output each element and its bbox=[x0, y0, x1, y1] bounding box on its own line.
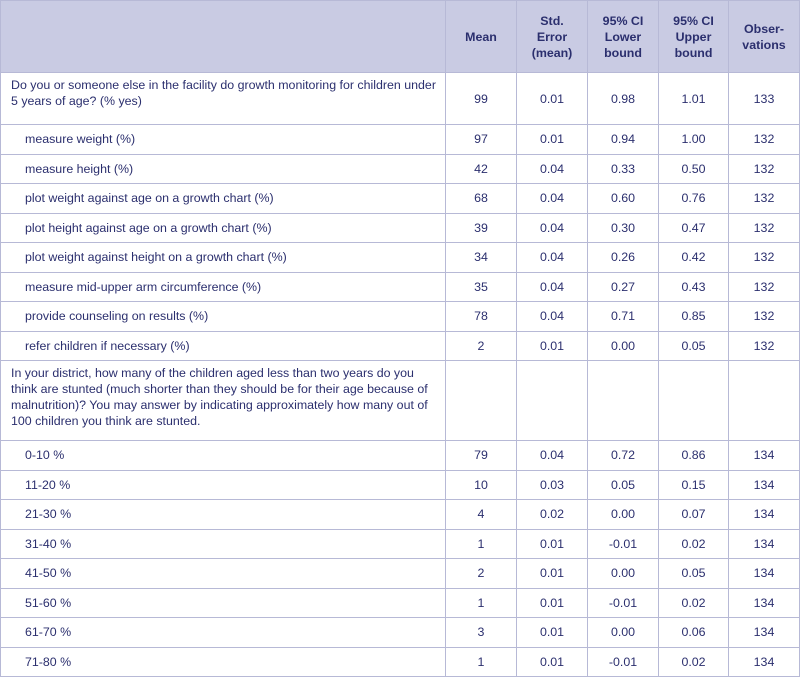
cell-observations: 134 bbox=[729, 500, 800, 530]
cell-std-error: 0.01 bbox=[517, 559, 588, 589]
cell-mean: 78 bbox=[446, 302, 517, 332]
cell-mean: 1 bbox=[446, 529, 517, 559]
cell-ci-upper: 0.05 bbox=[659, 559, 729, 589]
cell-observations: 134 bbox=[729, 559, 800, 589]
cell-std-error: 0.01 bbox=[517, 529, 588, 559]
cell-observations: 133 bbox=[729, 73, 800, 125]
cell-std-error: 0.04 bbox=[517, 184, 588, 214]
cell-ci-upper: 0.02 bbox=[659, 647, 729, 677]
header-observations-line1: Obser- bbox=[744, 21, 784, 36]
header-std-error-line2: Error bbox=[536, 29, 568, 44]
cell-mean: 1 bbox=[446, 588, 517, 618]
row-label: plot height against age on a growth chart (%) bbox=[1, 213, 446, 243]
cell-ci-lower: 0.71 bbox=[588, 302, 659, 332]
row-label: Do you or someone else in the facility do growth monitoring for children under 5 years of age? (% yes) bbox=[1, 73, 446, 125]
cell-std-error: 0.02 bbox=[517, 500, 588, 530]
table-row bbox=[1, 470, 800, 500]
row-label: 21-30 % bbox=[1, 500, 446, 530]
cell-ci-upper: 0.76 bbox=[659, 184, 729, 214]
cell-std-error: 0.01 bbox=[517, 125, 588, 155]
table-row bbox=[1, 529, 800, 559]
row-label: plot weight against height on a growth chart (%) bbox=[1, 243, 446, 273]
cell-observations bbox=[729, 361, 800, 441]
cell-observations: 132 bbox=[729, 154, 800, 184]
cell-observations: 132 bbox=[729, 243, 800, 273]
cell-ci-upper: 0.43 bbox=[659, 272, 729, 302]
row-label: 51-60 % bbox=[1, 588, 446, 618]
cell-ci-upper: 0.07 bbox=[659, 500, 729, 530]
cell-mean: 68 bbox=[446, 184, 517, 214]
table-row bbox=[1, 154, 800, 184]
row-label: 61-70 % bbox=[1, 618, 446, 648]
header-row bbox=[1, 1, 800, 73]
cell-observations: 134 bbox=[729, 618, 800, 648]
cell-observations: 132 bbox=[729, 125, 800, 155]
header-mean bbox=[446, 1, 517, 73]
cell-std-error: 0.04 bbox=[517, 272, 588, 302]
cell-mean: 35 bbox=[446, 272, 517, 302]
header-std-error-line3: (mean) bbox=[531, 45, 573, 60]
cell-ci-lower: -0.01 bbox=[588, 647, 659, 677]
cell-ci-upper: 1.00 bbox=[659, 125, 729, 155]
row-label: In your district, how many of the children aged less than two years do you think are stunted (much shorter than they should be for their age because of malnutrition)? You may answer by indicating approximately how many out of 100 children you think are stunted. bbox=[1, 361, 446, 441]
cell-ci-upper bbox=[659, 361, 729, 441]
row-label: plot weight against age on a growth chart (%) bbox=[1, 184, 446, 214]
header-ci-upper-line3: bound bbox=[674, 45, 713, 60]
cell-mean: 2 bbox=[446, 559, 517, 589]
cell-ci-lower: -0.01 bbox=[588, 529, 659, 559]
cell-std-error: 0.04 bbox=[517, 213, 588, 243]
cell-mean: 10 bbox=[446, 470, 517, 500]
cell-ci-lower: 0.98 bbox=[588, 73, 659, 125]
header-std-error-line1: Std. bbox=[540, 13, 564, 28]
cell-ci-lower: 0.00 bbox=[588, 331, 659, 361]
row-label: 11-20 % bbox=[1, 470, 446, 500]
table-row bbox=[1, 441, 800, 471]
table-row bbox=[1, 331, 800, 361]
cell-ci-lower: 0.00 bbox=[588, 559, 659, 589]
cell-ci-lower bbox=[588, 361, 659, 441]
cell-ci-upper: 0.86 bbox=[659, 441, 729, 471]
table-row bbox=[1, 500, 800, 530]
table-row bbox=[1, 588, 800, 618]
cell-observations: 134 bbox=[729, 647, 800, 677]
row-label: measure mid-upper arm circumference (%) bbox=[1, 272, 446, 302]
table-row bbox=[1, 213, 800, 243]
cell-std-error: 0.01 bbox=[517, 647, 588, 677]
cell-ci-lower: 0.72 bbox=[588, 441, 659, 471]
table-row bbox=[1, 125, 800, 155]
header-observations bbox=[729, 1, 800, 73]
cell-ci-upper: 0.05 bbox=[659, 331, 729, 361]
cell-std-error: 0.01 bbox=[517, 618, 588, 648]
cell-ci-upper: 0.02 bbox=[659, 529, 729, 559]
table-row bbox=[1, 272, 800, 302]
row-label: 71-80 % bbox=[1, 647, 446, 677]
row-label: measure weight (%) bbox=[1, 125, 446, 155]
cell-mean bbox=[446, 361, 517, 441]
cell-observations: 132 bbox=[729, 184, 800, 214]
cell-observations: 132 bbox=[729, 302, 800, 332]
row-label: 41-50 % bbox=[1, 559, 446, 589]
cell-observations: 134 bbox=[729, 470, 800, 500]
row-label: 0-10 % bbox=[1, 441, 446, 471]
cell-std-error: 0.04 bbox=[517, 243, 588, 273]
cell-ci-lower: 0.27 bbox=[588, 272, 659, 302]
cell-observations: 132 bbox=[729, 213, 800, 243]
table-row bbox=[1, 559, 800, 589]
table-row bbox=[1, 647, 800, 677]
cell-observations: 134 bbox=[729, 529, 800, 559]
header-ci-upper-line1: 95% CI bbox=[673, 13, 714, 28]
header-observations-line2: vations bbox=[742, 37, 786, 52]
cell-mean: 1 bbox=[446, 647, 517, 677]
table-row bbox=[1, 618, 800, 648]
header-ci-lower bbox=[588, 1, 659, 73]
cell-mean: 99 bbox=[446, 73, 517, 125]
table-row bbox=[1, 184, 800, 214]
cell-ci-lower: 0.00 bbox=[588, 618, 659, 648]
cell-mean: 34 bbox=[446, 243, 517, 273]
cell-mean: 97 bbox=[446, 125, 517, 155]
cell-ci-upper: 0.47 bbox=[659, 213, 729, 243]
cell-mean: 2 bbox=[446, 331, 517, 361]
cell-mean: 42 bbox=[446, 154, 517, 184]
cell-ci-lower: 0.05 bbox=[588, 470, 659, 500]
cell-mean: 79 bbox=[446, 441, 517, 471]
cell-ci-lower: -0.01 bbox=[588, 588, 659, 618]
cell-std-error: 0.01 bbox=[517, 73, 588, 125]
table-row bbox=[1, 73, 800, 125]
cell-ci-lower: 0.30 bbox=[588, 213, 659, 243]
row-label: 31-40 % bbox=[1, 529, 446, 559]
table-row bbox=[1, 302, 800, 332]
cell-std-error: 0.01 bbox=[517, 331, 588, 361]
header-mean-text: Mean bbox=[465, 29, 497, 44]
table-row bbox=[1, 361, 800, 441]
header-ci-upper bbox=[659, 1, 729, 73]
cell-ci-lower: 0.00 bbox=[588, 500, 659, 530]
cell-mean: 39 bbox=[446, 213, 517, 243]
cell-observations: 134 bbox=[729, 441, 800, 471]
cell-mean: 4 bbox=[446, 500, 517, 530]
cell-ci-upper: 0.06 bbox=[659, 618, 729, 648]
cell-ci-lower: 0.60 bbox=[588, 184, 659, 214]
cell-ci-upper: 0.42 bbox=[659, 243, 729, 273]
header-label bbox=[1, 1, 446, 73]
cell-observations: 132 bbox=[729, 331, 800, 361]
cell-ci-upper: 0.15 bbox=[659, 470, 729, 500]
header-ci-lower-line3: bound bbox=[604, 45, 642, 60]
cell-ci-upper: 1.01 bbox=[659, 73, 729, 125]
cell-std-error: 0.04 bbox=[517, 302, 588, 332]
cell-std-error bbox=[517, 361, 588, 441]
row-label: provide counseling on results (%) bbox=[1, 302, 446, 332]
cell-std-error: 0.04 bbox=[517, 441, 588, 471]
cell-std-error: 0.04 bbox=[517, 154, 588, 184]
cell-ci-lower: 0.26 bbox=[588, 243, 659, 273]
cell-mean: 3 bbox=[446, 618, 517, 648]
row-label: measure height (%) bbox=[1, 154, 446, 184]
cell-ci-upper: 0.02 bbox=[659, 588, 729, 618]
table-row bbox=[1, 243, 800, 273]
cell-ci-upper: 0.50 bbox=[659, 154, 729, 184]
cell-ci-lower: 0.94 bbox=[588, 125, 659, 155]
cell-ci-upper: 0.85 bbox=[659, 302, 729, 332]
row-label: refer children if necessary (%) bbox=[1, 331, 446, 361]
header-ci-lower-line1: 95% CI bbox=[602, 13, 644, 28]
header-std-error bbox=[517, 1, 588, 73]
cell-observations: 134 bbox=[729, 588, 800, 618]
header-ci-upper-line2: Upper bbox=[675, 29, 712, 44]
header-ci-lower-line2: Lower bbox=[604, 29, 642, 44]
cell-ci-lower: 0.33 bbox=[588, 154, 659, 184]
cell-std-error: 0.01 bbox=[517, 588, 588, 618]
cell-observations: 132 bbox=[729, 272, 800, 302]
cell-std-error: 0.03 bbox=[517, 470, 588, 500]
